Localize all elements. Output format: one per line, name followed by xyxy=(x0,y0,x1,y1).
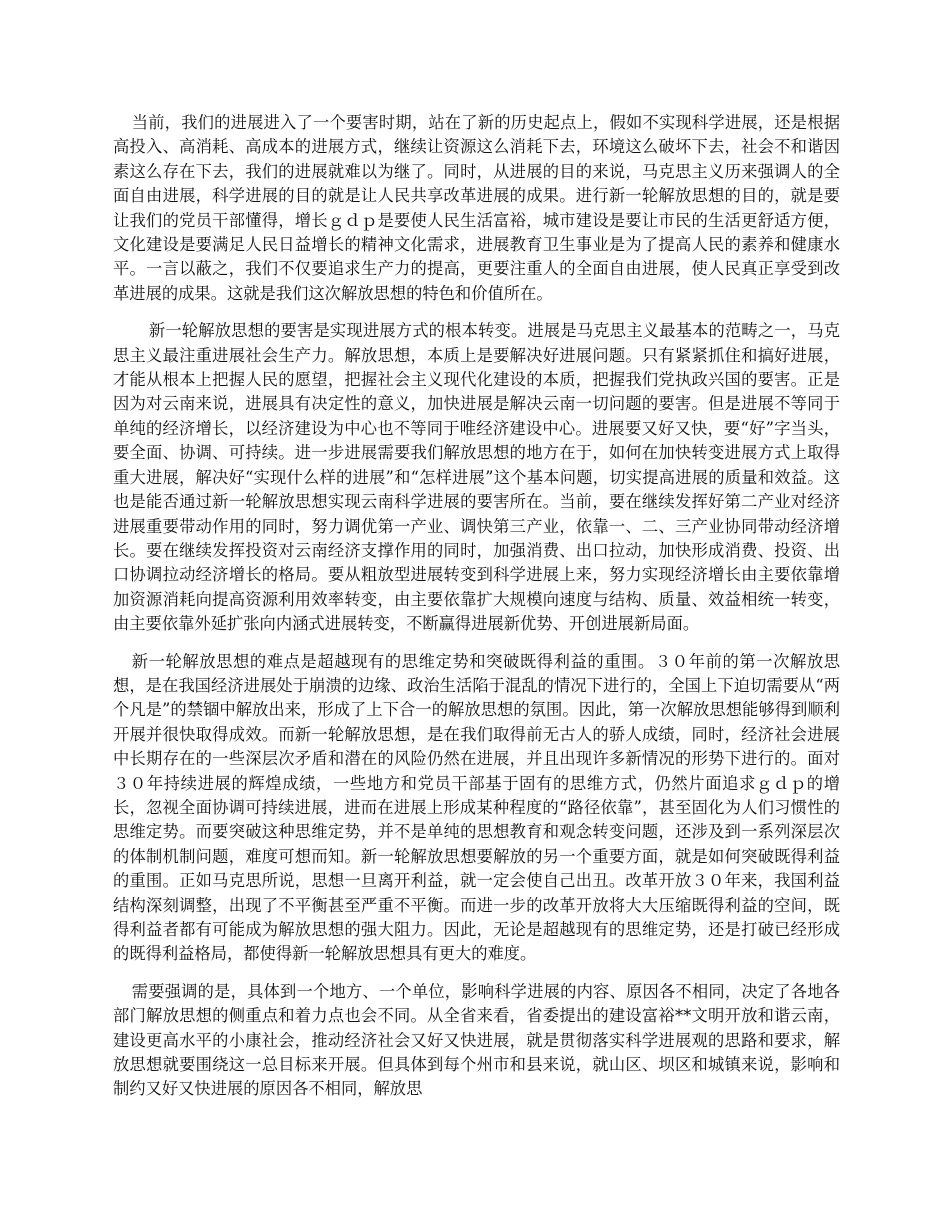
document-body xyxy=(113,111,840,1115)
paragraph-4: 需要强调的是，具体到一个地方、一个单位，影响科学进展的内容、原因各不相同，决定了各地各部门解放思想的侧重点和着力点也会不同。从全省来看，省委提出的建设富裕**文明开放和谐云南，建设更高水平的小康社会，推动经济社会又好又快进展，就是贯彻落实科学进展观的思路和要求，解放思想就要围绕这一总目标来开展。但具体到每个州市和县来说，就山区、坝区和城镇来说，影响和制约又好又快进展的原因各不相同，解放思 xyxy=(113,981,840,1099)
paragraph-3: 新一轮解放思想的难点是超越现有的思维定势和突破既得利益的重围。３０年前的第一次解放思想，是在我国经济进展处于崩溃的边缘、政治生活陷于混乱的情况下进行的，全国上下迫切需要从“两个凡是”的禁锢中解放出来，形成了上下合一的解放思想的氛围。因此，第一次解放思想能够得到顺利开展并很快取得成效。而新一轮解放思想，是在我们取得前无古人的骄人成绩，同时，经济社会进展中长期存在的一些深层次矛盾和潜在的风险仍然在进展，并且出现许多新情况的形势下进行的。面对３０年持续进展的辉煌成绩，一些地方和党员干部基于固有的思维方式，仍然片面追求ｇｄｐ的增长，忽视全面协调可持续进展，进而在进展上形成某种程度的“路径依靠”，甚至固化为人们习惯性的思维定势。而要突破这种思维定势，并不是单纯的思想教育和观念转变问题，还涉及到一系列深层次的体制机制问题，难度可想而知。新一轮解放思想要解放的另一个重要方面，就是如何突破既得利益的重围。正如马克思所说，思想一旦离开利益，就一定会使自己出丑。改革开放３０年来，我国利益结构深刻调整，出现了不平衡甚至严重不平衡。而进一步的改革开放将大大压缩既得利益的空间，既得利益者都有可能成为解放思想的强大阻力。因此，无论是超越现有的思维定势，还是打破已经形成的既得利益格局，都使得新一轮解放思想具有更大的难度。 xyxy=(113,651,840,964)
paragraph-1: 当前，我们的进展进入了一个要害时期，站在了新的历史起点上，假如不实现科学进展，还是根据高投入、高消耗、高成本的进展方式，继续让资源这么消耗下去，环境这么破坏下去，社会不和谐因素这么存在下去，我们的进展就难以为继了。同时，从进展的目的来说，马克思主义历来强调人的全面自由进展，科学进展的目的就是让人民共享改革进展的成果。进行新一轮解放思想的目的，就是要让我们的党员干部懂得，增长ｇｄｐ是要使人民生活富裕，城市建设是要让市民的生活更舒适方便，文化建设是要满足人民日益增长的精神文化需求，进展教育卫生事业是为了提高人民的素养和健康水平。一言以蔽之，我们不仅要追求生产力的提高，更要注重人的全面自由进展，使人民真正享受到改革进展的成果。这就是我们这次解放思想的特色和价值所在。 xyxy=(113,113,840,303)
paragraph-2: 新一轮解放思想的要害是实现进展方式的根本转变。进展是马克思主义最基本的范畴之一，马克思主义最注重进展社会生产力。解放思想，本质上是要解决好进展问题。只有紧紧抓住和搞好进展，才能从根本上把握人民的愿望，把握社会主义现代化建设的本质，把握我们党执政兴国的要害。正是因为对云南来说，进展具有决定性的意义，加快进展是解决云南一切问题的要害。但是进展不等同于单纯的经济增长，以经济建设为中心也不等同于唯经济建设中心。进展要又好又快，要“好”字当头，要全面、协调、可持续。进一步进展需要我们解放思想的地方在于，如何在加快转变进展方式上取得重大进展，解决好“实现什么样的进展”和“怎样进展”这个基本问题，切实提高进展的质量和效益。这也是能否通过新一轮解放思想实现云南科学进展的要害所在。当前，要在继续发挥好第二产业对经济进展重要带动作用的同时，努力调优第一产业、调快第三产业，依靠一、二、三产业协同带动经济增长。要在继续发挥投资对云南经济支撑作用的同时，加强消费、出口拉动，加快形成消费、投资、出口协调拉动经济增长的格局。要从粗放型进展转变到科学进展上来，努力实现经济增长由主要依靠增加资源消耗向提高资源利用效率转变，由主要依靠扩大规模向速度与结构、质量、效益相统一转变，由主要依靠外延扩张向内涵式进展转变，不断赢得进展新优势、开创进展新局面。 xyxy=(113,321,840,634)
